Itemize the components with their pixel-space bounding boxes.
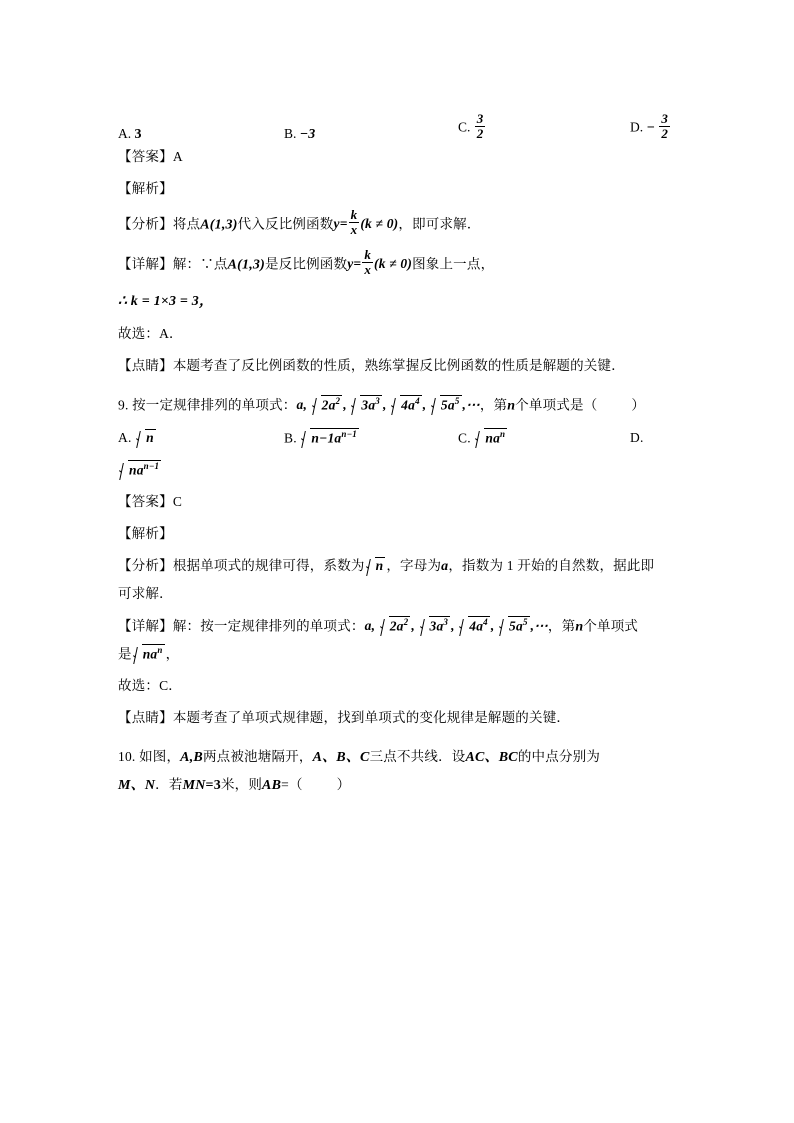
q9-xiangjie-expr: $na^n$ (133, 644, 165, 665)
q9-xiangjie-1: 解：按一定规律排列的单项式： (172, 618, 365, 634)
q9-option-c-expr: $na^n$ (475, 428, 507, 449)
q9-option-b-label: B. (284, 430, 297, 446)
q8-answer-value: A (172, 149, 183, 164)
q9-fenxi-3: ，指数为 1 开始的自然数，据此即 (448, 557, 655, 573)
q9-options-row (118, 428, 674, 454)
q8-dianjing-text: 本题考查了反比例函数的性质，熟练掌握反比例函数的性质是解题的关键． (172, 357, 625, 373)
choice-c-fraction (475, 112, 486, 141)
q9-conclusion-line (118, 676, 674, 697)
q9-xiangjie-line-2 (118, 644, 674, 665)
q8-xiangjie-formula-y: y (347, 255, 354, 271)
q9-conclusion: 故选：C． (118, 678, 183, 694)
q9-dianjing-line (118, 708, 674, 729)
q9-stem-2: ，第 (479, 397, 508, 412)
q8-formula-y: y (333, 215, 340, 231)
q8-dianjing-label: 【点睛】 (118, 357, 173, 373)
q8-xiangjie-formula (347, 246, 413, 279)
q8-formula-fraction (349, 208, 360, 237)
q8-formula-inverse (333, 206, 399, 239)
q9-option-a-expr: n (136, 428, 156, 449)
q10-number: 10. (118, 749, 136, 765)
q9-stem-var: n (507, 398, 516, 413)
q9-answer-value: C (172, 494, 183, 510)
q9-fenxi-a: a (441, 558, 449, 574)
q8-conclusion-line (118, 324, 674, 345)
q10-text-6: =3 (205, 777, 221, 793)
choice-a[interactable] (118, 126, 142, 143)
q10-text-4: 的中点分别为 (517, 749, 601, 765)
q9-dianjing-text: 本题考查了单项式规律题，找到单项式的变化规律是解题的关键． (172, 710, 571, 726)
q9-option-d-expr-line (118, 460, 674, 481)
q9-fenxi-2: ，字母为 (386, 557, 442, 573)
q8-fenxi-label: 【分析】 (118, 216, 173, 232)
q8-answer-line (118, 147, 674, 168)
q9-fenxi-line-2 (118, 584, 674, 605)
q10-seg-ab: AB (262, 777, 282, 793)
q10-text-3: 三点不共线．设 (369, 749, 466, 765)
choice-b[interactable] (284, 126, 315, 143)
q8-xiangjie-text-1: 解：∵点 (172, 256, 228, 272)
q9-option-d[interactable] (630, 428, 644, 449)
q8-analysis-label: 【解析】 (118, 180, 173, 196)
q8-point-a: A(1,3) (200, 217, 238, 233)
choice-d-label: D. (630, 119, 644, 135)
q9-analysis-label: 【解析】 (118, 526, 173, 542)
q9-stem-line (118, 395, 674, 417)
q9-option-c[interactable] (458, 428, 508, 449)
q9-sequence: a, $2a^2$ , $3a^3$ , $4a^4$ , $5a^5$ ,⋯ (297, 397, 480, 412)
q9-answer-line (118, 492, 674, 513)
q9-number: 9. (118, 397, 129, 412)
q9-stem-1: 按一定规律排列的单项式： (132, 397, 297, 412)
q8-formula-cond: (k ≠ 0) (360, 215, 399, 231)
q8-step-line (118, 291, 674, 313)
q10-text-7: =（ (281, 776, 303, 792)
q8-step-k: ∴ k = 1×3 = 3， (118, 293, 214, 309)
q8-fenxi-line (118, 206, 674, 240)
q8-fenxi-text-2: 代入反比例函数 (237, 216, 334, 232)
q9-xiangjie-var: n (575, 619, 584, 635)
q8-formula-eq: = (339, 215, 348, 231)
q9-analysis-label-line (118, 524, 674, 545)
choice-a-value: 3 (134, 127, 142, 142)
choice-a-label: A. (118, 126, 132, 141)
q8-xiangjie-line (118, 246, 674, 280)
q8-xiangjie-formula-cond: (k ≠ 0) (374, 255, 413, 271)
choice-d[interactable] (630, 110, 671, 143)
q8-xiangjie-point-a: A(1,3) (227, 257, 265, 273)
q10-text-8: ） (336, 776, 351, 792)
q8-conclusion: 故选：A． (118, 325, 183, 341)
q8-xiangjie-formula-num: k (364, 246, 372, 262)
q8-dianjing-line (118, 356, 674, 377)
choice-c[interactable] (458, 110, 486, 143)
q8-xiangjie-formula-eq: = (353, 255, 362, 271)
q10-stem-line-2 (118, 775, 674, 797)
q10-text-1: 如图， (139, 749, 181, 765)
q8-fenxi-text-3: ，即可求解． (398, 216, 481, 232)
q8-formula-den: x (350, 221, 358, 237)
q8-analysis-label-line (118, 179, 674, 200)
q9-xiangjie-2: ，第 (547, 618, 576, 634)
q10-points-ab: A,B (180, 750, 203, 766)
q8-fenxi-text-1: 将点 (172, 216, 201, 232)
q9-stem-3: 个单项式是（ (515, 397, 598, 412)
q9-fenxi-label: 【分析】 (118, 557, 173, 573)
q9-option-d-label: D. (630, 429, 644, 445)
choice-d-numerator: 3 (661, 110, 668, 126)
q9-answer-label: 【答案】 (118, 494, 173, 510)
q10-text-2: 两点被池塘隔开， (202, 749, 313, 765)
q9-option-a[interactable] (118, 428, 157, 449)
q8-xiangjie-text-3: 图象上一点， (412, 256, 495, 272)
q8-answer-label: 【答案】 (118, 149, 173, 164)
q8-xiangjie-formula-fraction (362, 248, 373, 277)
q10-seg-mn: MN (182, 777, 206, 793)
q9-xiangjie-sequence: a, $2a^2$ , $3a^3$ , $4a^4$ , $5a^5$ ,⋯ (365, 618, 548, 633)
q10-points-abc: A、B、C (312, 750, 370, 766)
choice-d-denominator: 2 (661, 125, 668, 141)
q10-seg-ac-bc: AC、BC (465, 750, 518, 766)
q9-option-c-label: C. (458, 430, 471, 446)
q9-option-a-label: A. (118, 429, 132, 445)
choice-d-fraction (659, 112, 670, 141)
q10-points-mn: M、N (118, 777, 156, 793)
q9-fenxi-rad-n: n (366, 556, 386, 577)
q9-option-b-expr: $n-1a^{n-1}$ (301, 428, 359, 449)
choice-c-denominator: 2 (476, 125, 484, 141)
choice-d-sign: − (646, 120, 655, 136)
q9-option-b[interactable] (284, 428, 360, 449)
choice-c-label: C. (458, 119, 471, 135)
q8-xiangjie-text-2: 是反比例函数 (265, 256, 348, 272)
q8-xiangjie-label: 【详解】 (118, 256, 173, 272)
q9-stem-4: ） (631, 397, 646, 412)
choices-row-top (118, 95, 674, 143)
q9-xiangjie-3: 个单项式 (583, 618, 639, 634)
q10-stem-line-1 (118, 747, 674, 769)
choice-b-label: B. (284, 126, 297, 141)
q9-xiangjie-5: ， (165, 646, 180, 662)
q9-fenxi-1: 根据单项式的规律可得，系数为 (172, 557, 365, 573)
choice-b-value: −3 (299, 127, 316, 142)
q9-fenxi-4: 可求解． (118, 585, 173, 601)
q9-xiangjie-label: 【详解】 (118, 618, 173, 634)
q9-dianjing-label: 【点睛】 (118, 710, 173, 726)
q8-formula-num: k (350, 206, 358, 222)
q9-option-d-expr: $na^{n-1}$ (119, 460, 161, 481)
q9-fenxi-line (118, 556, 674, 578)
q10-text-5: ．若 (155, 776, 183, 792)
q8-xiangjie-formula-den: x (364, 261, 372, 277)
q9-xiangjie-line (118, 616, 674, 638)
choice-c-numerator: 3 (476, 110, 484, 126)
q9-xiangjie-4: 是 (118, 646, 132, 662)
q10-unit: 米，则 (220, 776, 263, 792)
